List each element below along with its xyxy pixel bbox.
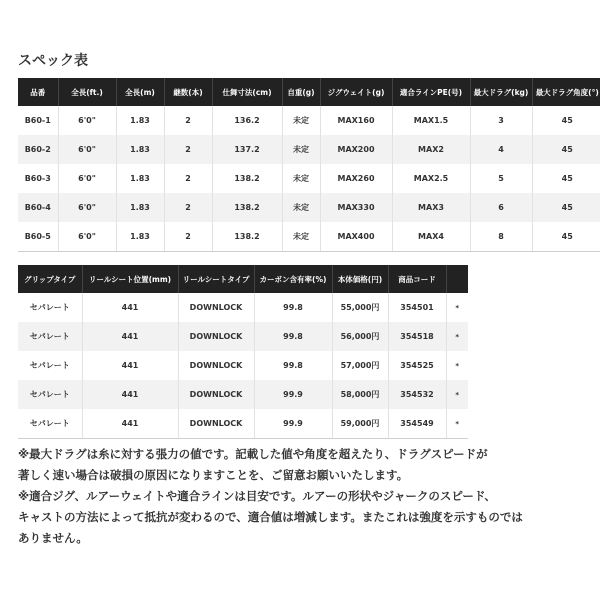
spec-main-header-cell: 自重(g): [282, 78, 320, 106]
table-row: [18, 409, 468, 439]
spec-main-cell: 45: [532, 106, 600, 135]
spec-main-cell: MAX330: [320, 193, 392, 222]
spec-secondary-cell: セパレート: [18, 380, 82, 409]
table-row: [18, 351, 468, 380]
spec-main-cell: B60-2: [18, 135, 58, 164]
spec-main-cell: 6: [470, 193, 532, 222]
table-row: [18, 293, 468, 322]
spec-secondary-cell: 354532: [388, 380, 446, 409]
spec-table-secondary: [18, 265, 468, 439]
spec-main-cell: B60-3: [24, 174, 51, 183]
table-row: [18, 164, 600, 193]
spec-secondary-header-cell: [446, 265, 468, 293]
spec-secondary-cell: 99.8: [254, 351, 332, 380]
spec-main-cell: MAX260: [320, 164, 392, 193]
spec-secondary-cell: 354525: [388, 351, 446, 380]
spec-table-main-header-row: [18, 78, 600, 106]
spec-secondary-cell: 99.9: [254, 409, 332, 439]
spec-secondary-cell: セパレート: [29, 303, 70, 312]
spec-main-cell: 1.83: [116, 135, 164, 164]
notes: [18, 444, 588, 549]
spec-secondary-cell: DOWNLOCK: [178, 293, 254, 322]
spec-secondary-cell: 354549: [388, 409, 446, 439]
note-line: ※最大ドラグは糸に対する張力の値です。記載した値や角度を超えたり、ドラグスピードが: [18, 447, 488, 461]
spec-main-cell: 6'0": [58, 164, 116, 193]
spec-main-header-cell: 適合ラインPE(号): [392, 78, 470, 106]
spec-main-cell: 136.2: [212, 106, 282, 135]
spec-main-header-cell: 全長(ft.): [58, 78, 116, 106]
spec-secondary-cell: DOWNLOCK: [178, 409, 254, 439]
spec-main-cell: 1.83: [116, 164, 164, 193]
spec-main-cell: 138.2: [212, 222, 282, 252]
spec-main-cell: 6'0": [58, 193, 116, 222]
spec-secondary-header-cell: カーボン含有率(%): [254, 265, 332, 293]
table-row: [18, 193, 600, 222]
table-row: [18, 380, 468, 409]
spec-secondary-cell: 354501: [388, 293, 446, 322]
spec-secondary-cell: 56,000円: [332, 322, 388, 351]
spec-main-cell: MAX2: [392, 135, 470, 164]
spec-secondary-cell: 99.9: [254, 380, 332, 409]
spec-table-main: [18, 78, 600, 252]
spec-secondary-header-cell: リールシート位置(mm): [82, 265, 178, 293]
spec-main-header-cell: 最大ドラグ角度(°): [532, 78, 600, 106]
spec-secondary-cell: 55,000円: [332, 293, 388, 322]
spec-secondary-cell: *: [446, 351, 468, 380]
spec-secondary-cell: 441: [82, 351, 178, 380]
spec-main-cell: 45: [532, 193, 600, 222]
spec-main-cell: 3: [470, 106, 532, 135]
spec-secondary-cell: 354518: [388, 322, 446, 351]
spec-main-cell: 1.83: [116, 193, 164, 222]
spec-main-cell: 1.83: [116, 222, 164, 252]
spec-main-header-cell: ジグウェイト(g): [320, 78, 392, 106]
spec-main-cell: MAX1.5: [392, 106, 470, 135]
spec-main-cell: 2: [164, 164, 212, 193]
spec-secondary-cell: *: [446, 380, 468, 409]
table-row: [18, 222, 600, 252]
table-row: [18, 135, 600, 164]
spec-secondary-cell: DOWNLOCK: [178, 322, 254, 351]
spec-main-cell: 未定: [282, 106, 320, 135]
spec-main-cell: 137.2: [212, 135, 282, 164]
spec-secondary-cell: セパレート: [18, 322, 82, 351]
spec-secondary-cell: 441: [82, 409, 178, 439]
spec-main-header-cell: 品番: [18, 78, 58, 106]
spec-main-header-cell: 仕舞寸法(cm): [212, 78, 282, 106]
spec-main-cell: 4: [470, 135, 532, 164]
spec-main-cell: 未定: [282, 164, 320, 193]
spec-secondary-cell: *: [446, 409, 468, 439]
spec-main-cell: B60-5: [18, 222, 58, 252]
spec-secondary-cell: 441: [82, 380, 178, 409]
spec-main-cell: 未定: [282, 222, 320, 252]
spec-main-cell: 未定: [282, 135, 320, 164]
spec-main-cell: 6'0": [58, 135, 116, 164]
spec-main-cell: MAX2.5: [392, 164, 470, 193]
note-line: 著しく速い場合は破損の原因になりますことを、ご留意お願いいたします。: [18, 468, 409, 482]
spec-main-header-cell: 全長(m): [116, 78, 164, 106]
spec-secondary-cell: *: [446, 322, 468, 351]
spec-secondary-cell: 441: [82, 322, 178, 351]
spec-secondary-header-cell: グリップタイプ: [18, 265, 82, 293]
spec-secondary-cell: *: [446, 293, 468, 322]
spec-main-cell: 8: [470, 222, 532, 252]
spec-table-title: スペック表: [18, 53, 88, 69]
spec-main-cell: 45: [532, 164, 600, 193]
spec-main-cell: MAX4: [392, 222, 470, 252]
spec-main-cell: 138.2: [212, 193, 282, 222]
spec-secondary-cell: 99.8: [254, 293, 332, 322]
spec-secondary-cell: セパレート: [29, 361, 70, 370]
spec-main-header-cell: 継数(本): [164, 78, 212, 106]
spec-secondary-cell: 99.8: [254, 322, 332, 351]
spec-main-cell: B60-1: [24, 116, 51, 125]
spec-main-cell: MAX200: [320, 135, 392, 164]
spec-secondary-cell: 58,000円: [332, 380, 388, 409]
spec-main-cell: 6'0": [58, 106, 116, 135]
spec-main-header-cell: 最大ドラグ(kg): [470, 78, 532, 106]
note-line: キャストの方法によって抵抗が変わるので、適合値は増減します。またこれは強度を示すものでは: [18, 510, 523, 524]
spec-main-cell: 1.83: [116, 106, 164, 135]
table-row: [18, 322, 468, 351]
spec-main-cell: 45: [532, 222, 600, 252]
spec-main-cell: 2: [164, 106, 212, 135]
note-line: ありません。: [18, 531, 88, 545]
spec-main-cell: 5: [470, 164, 532, 193]
spec-main-cell: 6'0": [58, 222, 116, 252]
spec-secondary-header-cell: 本体価格(円): [332, 265, 388, 293]
spec-table-secondary-header-row: [18, 265, 468, 293]
spec-secondary-cell: 59,000円: [332, 409, 388, 439]
note-line: ※適合ジグ、ルアーウェイトや適合ラインは目安です。ルアーの形状やジャークのスピード、: [18, 489, 496, 503]
spec-secondary-cell: 441: [82, 293, 178, 322]
spec-main-cell: MAX400: [320, 222, 392, 252]
spec-secondary-header-cell: 商品コード: [388, 265, 446, 293]
spec-main-cell: 2: [164, 135, 212, 164]
spec-main-cell: MAX3: [392, 193, 470, 222]
spec-main-cell: 138.2: [212, 164, 282, 193]
spec-secondary-cell: 57,000円: [332, 351, 388, 380]
spec-secondary-cell: セパレート: [18, 409, 82, 439]
spec-main-cell: B60-4: [18, 193, 58, 222]
spec-main-cell: 未定: [282, 193, 320, 222]
spec-main-cell: 45: [532, 135, 600, 164]
spec-secondary-cell: DOWNLOCK: [178, 380, 254, 409]
spec-main-cell: MAX160: [320, 106, 392, 135]
table-row: [18, 106, 600, 135]
spec-main-cell: 2: [164, 222, 212, 252]
spec-secondary-header-cell: リールシートタイプ: [178, 265, 254, 293]
spec-secondary-cell: DOWNLOCK: [178, 351, 254, 380]
spec-main-cell: 2: [164, 193, 212, 222]
